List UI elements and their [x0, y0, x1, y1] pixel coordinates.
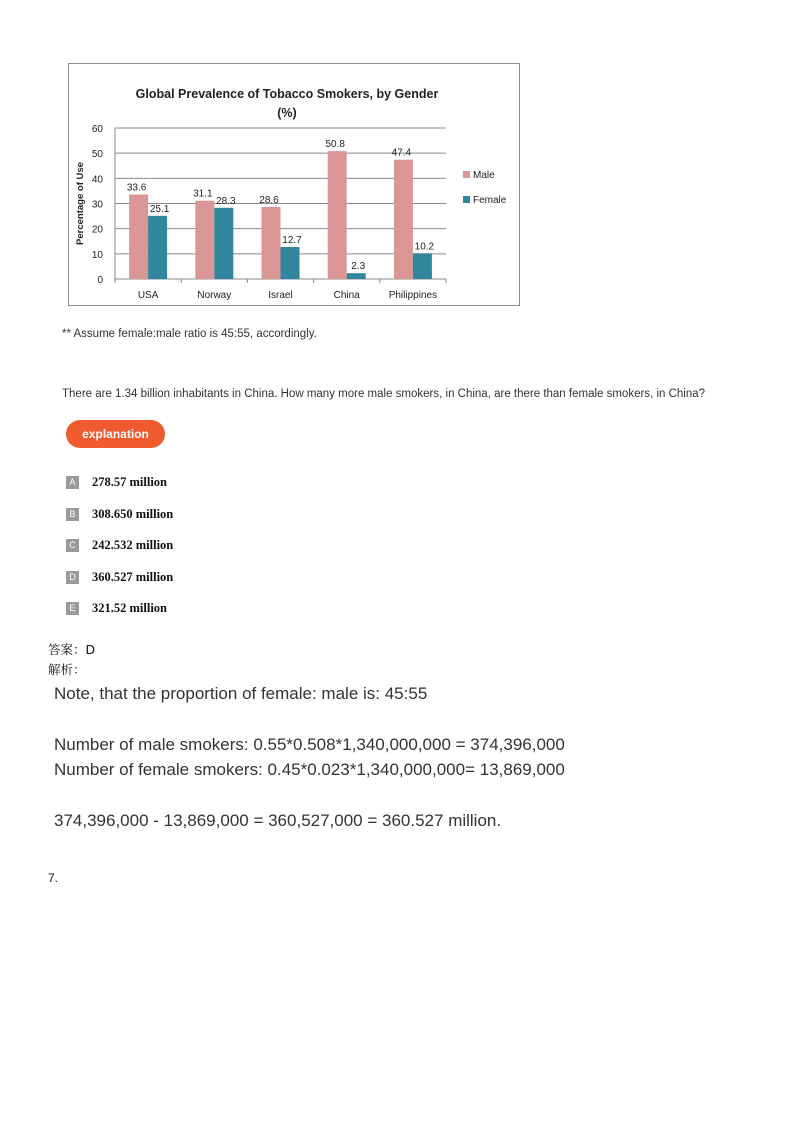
- y-axis-label: Percentage of Use: [75, 162, 86, 245]
- question-text: There are 1.34 billion inhabitants in China. How many more male smokers, in China, are there than female smokers, in China?: [62, 388, 706, 400]
- data-label: 31.1: [193, 188, 213, 200]
- answer-line: 答案：D: [48, 642, 96, 657]
- option-text: 308.650 million: [92, 506, 174, 521]
- x-tick-label: Norway: [197, 290, 232, 301]
- y-tick-label: 40: [91, 174, 103, 186]
- bar-male: [394, 160, 413, 279]
- bar-female: [413, 253, 432, 279]
- explanation-button[interactable]: explanation: [66, 420, 165, 448]
- option-text: 321.52 million: [92, 600, 168, 615]
- option-letter-badge: D: [66, 571, 79, 584]
- option-e[interactable]: [66, 600, 167, 616]
- option-text: 242.532 million: [92, 537, 174, 552]
- analysis-label: 解析：: [48, 662, 86, 677]
- bar-female: [347, 273, 366, 279]
- bar-female: [148, 216, 167, 279]
- bar-chart: [69, 64, 519, 305]
- data-label: 28.6: [259, 195, 279, 207]
- option-d[interactable]: [66, 569, 173, 585]
- data-label: 2.3: [351, 261, 366, 273]
- next-question-number: 7.: [48, 871, 59, 885]
- solution-line-female: Number of female smokers: 0.45*0.023*1,340,000,000= 13,869,000: [54, 760, 565, 779]
- chart-container: [68, 63, 520, 306]
- y-tick-label: 50: [91, 149, 103, 161]
- y-tick-label: 60: [91, 124, 103, 135]
- bar-male: [262, 207, 281, 279]
- legend-label-male: Male: [473, 170, 495, 181]
- bar-female: [281, 247, 300, 279]
- legend-swatch-female: [463, 196, 470, 203]
- option-letter-badge: C: [66, 539, 79, 552]
- legend-swatch-male: [463, 171, 470, 178]
- ratio-note: ** Assume female:male ratio is 45:55, accordingly.: [62, 328, 317, 340]
- bar-male: [129, 194, 148, 279]
- y-tick-label: 10: [91, 249, 103, 261]
- option-b[interactable]: [66, 506, 173, 522]
- y-tick-label: 30: [91, 199, 103, 211]
- data-label: 12.7: [282, 235, 302, 247]
- solution-line-result: 374,396,000 - 13,869,000 = 360,527,000 = 360.527 million.: [54, 811, 502, 830]
- option-letter-badge: E: [66, 602, 79, 615]
- option-text: 360.527 million: [92, 569, 174, 584]
- chart-title: Global Prevalence of Tobacco Smokers, by Gender: [135, 87, 439, 101]
- data-label: 33.6: [126, 182, 147, 194]
- y-tick-label: 0: [97, 275, 103, 286]
- option-text: 278.57 million: [92, 474, 168, 489]
- option-letter-badge: B: [66, 508, 79, 521]
- x-tick-label: China: [333, 290, 360, 301]
- data-label: 47.4: [391, 147, 412, 159]
- data-label: 50.8: [325, 139, 345, 151]
- bar-male: [195, 201, 214, 279]
- option-c[interactable]: [66, 537, 173, 553]
- data-label: 28.3: [216, 195, 236, 207]
- option-a[interactable]: [66, 474, 167, 490]
- data-label: 10.2: [414, 241, 435, 253]
- x-tick-label: Israel: [268, 290, 293, 301]
- legend-label-female: Female: [473, 195, 507, 206]
- solution-line-ratio: Note, that the proportion of female: male is: 45:55: [54, 684, 428, 703]
- y-tick-label: 20: [91, 224, 103, 236]
- x-tick-label: USA: [137, 290, 159, 301]
- chart-title-unit: (%): [277, 106, 297, 120]
- solution-line-male: Number of male smokers: 0.55*0.508*1,340,000,000 = 374,396,000: [54, 735, 565, 754]
- bar-male: [328, 151, 347, 279]
- bar-female: [214, 208, 233, 279]
- data-label: 25.1: [149, 203, 170, 215]
- option-letter-badge: A: [66, 476, 79, 489]
- x-tick-label: Philippines: [388, 290, 438, 301]
